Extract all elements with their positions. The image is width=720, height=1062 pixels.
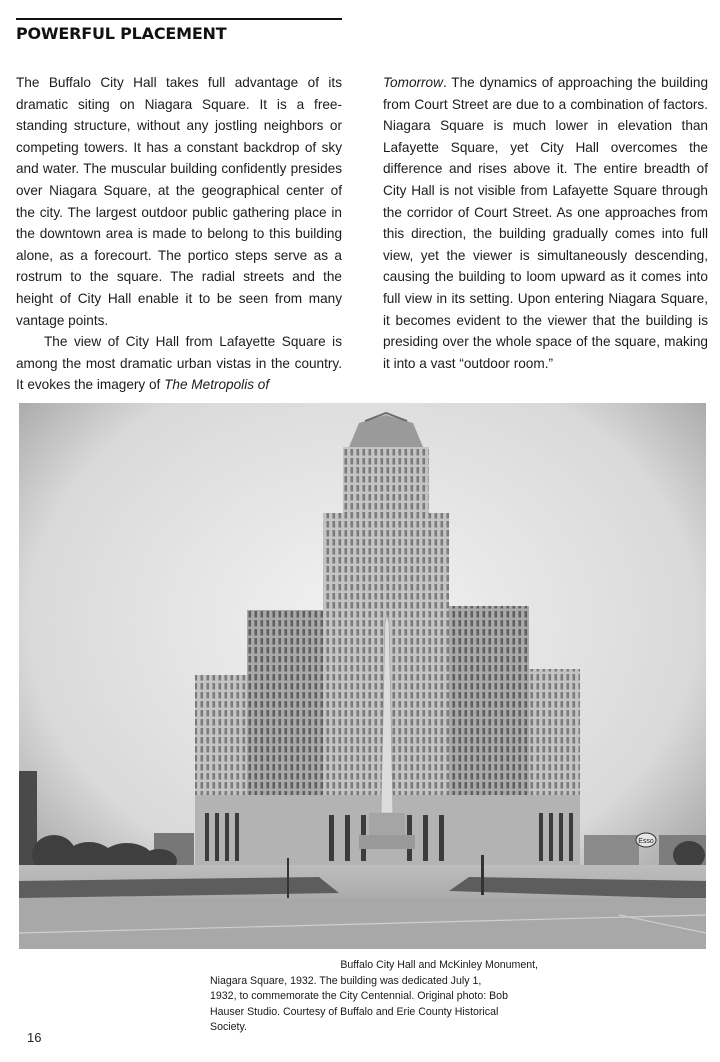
heading-rule [16, 18, 342, 20]
caption-line-1: Buffalo City Hall and McKinley Monument, [340, 959, 538, 971]
paragraph-2-text: The view of City Hall from Lafayette Square is among the most dramatic urban vistas in the country. It evokes the imagery of [16, 334, 342, 393]
left-building [19, 771, 37, 881]
paragraph-2-start [16, 331, 342, 396]
photo-caption [210, 958, 542, 1036]
city-hall-photo [19, 403, 706, 949]
paragraph-2-continued [383, 72, 708, 374]
section-heading: POWERFUL PLACEMENT [16, 24, 227, 43]
caption-line-5: Society. [210, 1021, 247, 1034]
text-column-right [383, 72, 708, 374]
text-column-left [16, 72, 342, 396]
esso-sign-text: Esso [638, 838, 654, 845]
book-title-part-1: The Metropolis of [164, 377, 270, 393]
paragraph-2-rest: . The dynamics of approaching the building from Court Street are due to a combination of factors. Niagara Square is much lower in elevation than Lafayette Square, yet City Hall overcomes the difference and rises above it. The entire breadth of City Hall is not visible from Lafayette Square through the corridor of Court Street. As one approaches from this direction, the building gradually comes into full view, yet the viewer is simultaneously descending, causing the building to loom upward as it comes into full view in its setting. Upon entering Niagara Square, it becomes evident to the viewer that the building is presiding over the whole space of the square, making it into a vast “outdoor room.” [383, 75, 708, 371]
caption-line-3: 1932, to commemorate the City Centennial. Original photo: Bob [210, 990, 508, 1003]
tower-upper [343, 447, 429, 517]
paragraph-1: The Buffalo City Hall takes full advantage of its dramatic siting on Niagara Square. It is a free-standing structure, without any jostling neighbors or competing towers. It has a constant backdrop of sky and water. The muscular building confidently presides over Niagara Square, at the geographical center of the city. The largest outdoor public gathering place in the downtown area is made to belong to this building alone, as a forecourt. The portico steps serve as a rostrum to the square. The radial streets and the height of City Hall enable it to be seen from many vantage points. [16, 75, 342, 328]
page-number: 16 [27, 1030, 42, 1045]
caption-line-4: Hauser Studio. Courtesy of Buffalo and Erie County Historical [210, 1005, 499, 1018]
esso-sign [636, 833, 656, 847]
book-title-part-2: Tomorrow [383, 75, 443, 90]
caption-line-2: Niagara Square, 1932. The building was dedicated July 1, [210, 974, 482, 987]
